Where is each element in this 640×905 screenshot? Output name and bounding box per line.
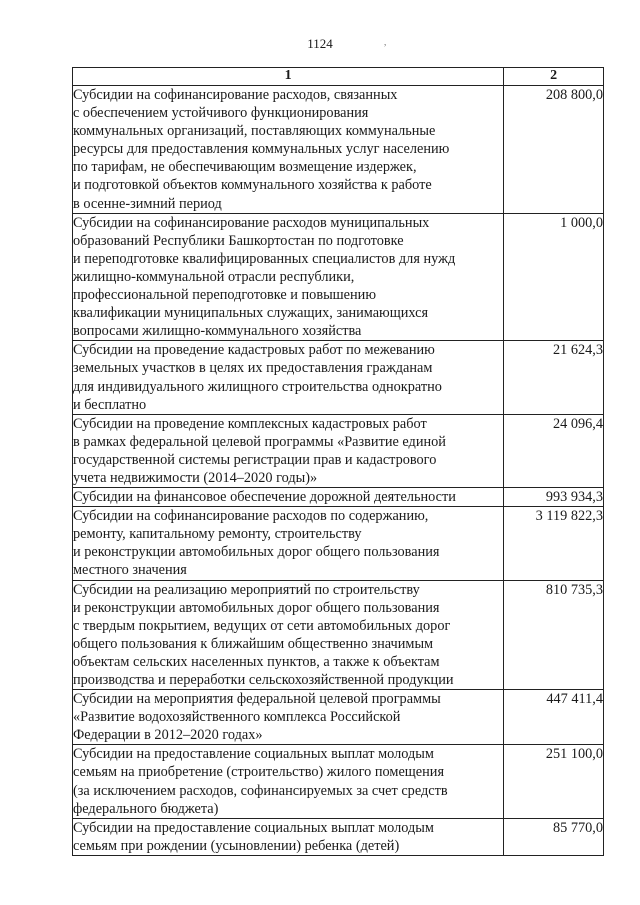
row-amount: 810 735,3 — [504, 580, 604, 690]
description-line: земельных участков в целях их предоставления гражданам — [73, 360, 433, 377]
table-row — [73, 86, 604, 214]
row-description — [73, 488, 504, 507]
description-line: жилищно-коммунальной отрасли республики, — [73, 268, 355, 285]
row-amount: 993 934,3 — [504, 488, 604, 507]
subsidies-table — [72, 67, 604, 856]
page-number: 1124 — [307, 36, 333, 51]
description-line: производства и переработки сельскохозяйственной продукции — [73, 672, 454, 688]
description-line: Субсидии на софинансирование расходов, связанных — [73, 87, 398, 103]
description-line: и бесплатно — [73, 396, 147, 413]
description-line: и переподготовке квалифицированных специалистов для нужд — [73, 250, 456, 267]
row-amount: 208 800,0 — [504, 86, 604, 214]
description-line: Субсидии на софинансирование расходов муниципальных — [73, 214, 430, 231]
table-row — [73, 745, 604, 818]
description-line: с твердым покрытием, ведущих от сети автомобильных дорог — [73, 617, 451, 634]
description-line: ремонту, капитальному ремонту, строительству — [73, 526, 362, 543]
description-line: объектам сельских населенных пунктов, а также к объектам — [73, 653, 440, 670]
description-line: в осенне-зимний период — [73, 195, 222, 212]
table-row — [73, 580, 604, 690]
description-line: в рамках федеральной целевой программы «Развитие единой — [73, 433, 446, 450]
row-amount: 251 100,0 — [504, 745, 604, 818]
row-description — [73, 818, 504, 855]
description-line: Субсидии на финансовое обеспечение дорожной деятельности — [73, 489, 456, 506]
row-amount: 24 096,4 — [504, 414, 604, 487]
description-line: учета недвижимости (2014–2020 годы)» — [73, 469, 318, 486]
description-line: (за исключением расходов, софинансируемых за счет средств — [73, 782, 448, 799]
table-row — [73, 213, 604, 341]
description-line: Субсидии на предоставление социальных выплат молодым — [73, 819, 434, 836]
row-description — [73, 341, 504, 414]
table-row — [73, 690, 604, 745]
description-line: «Развитие водохозяйственного комплекса Российской — [73, 709, 401, 726]
description-line: государственной системы регистрации прав и кадастрового — [73, 451, 437, 468]
header-row — [73, 68, 604, 86]
description-line: федерального бюджета) — [73, 800, 219, 817]
description-line: профессиональной переподготовке и повышению — [73, 287, 377, 304]
row-amount: 447 411,4 — [504, 690, 604, 745]
row-description — [73, 213, 504, 341]
row-description — [73, 690, 504, 745]
column-header-amount: 2 — [504, 68, 604, 86]
description-line: общего пользования к ближайшим общественно значимым — [73, 635, 434, 652]
column-header-description: 1 — [73, 68, 504, 86]
description-line: семьям при рождении (усыновлении) ребенка (детей) — [73, 837, 400, 854]
table-row — [73, 488, 604, 507]
row-amount: 21 624,3 — [504, 341, 604, 414]
description-line: ресурсы для предоставления коммунальных услуг населению — [73, 141, 450, 158]
row-amount: 1 000,0 — [504, 213, 604, 341]
table-row — [73, 414, 604, 487]
table-body — [73, 86, 604, 856]
description-line: Субсидии на софинансирование расходов по содержанию, — [73, 508, 429, 525]
description-line: Федерации в 2012–2020 годах» — [73, 727, 263, 744]
stray-mark: , — [384, 37, 387, 47]
row-description — [73, 507, 504, 580]
description-line: квалификации муниципальных служащих, занимающихся — [73, 305, 429, 322]
description-line: семьям на приобретение (строительство) жилого помещения — [73, 764, 445, 781]
description-line: по тарифам, не обеспечивающим возмещение издержек, — [73, 159, 417, 176]
row-description — [73, 414, 504, 487]
table-row — [73, 818, 604, 855]
description-line: Субсидии на проведение кадастровых работ по межеванию — [73, 342, 435, 359]
description-line: и реконструкции автомобильных дорог общего пользования — [73, 599, 440, 616]
description-line: Субсидии на мероприятия федеральной целевой программы — [73, 691, 441, 708]
description-line: коммунальных организаций, поставляющих коммунальные — [73, 123, 436, 140]
row-description — [73, 745, 504, 818]
row-amount: 3 119 822,3 — [504, 507, 604, 580]
table-row — [73, 507, 604, 580]
description-line: с обеспечением устойчивого функционирования — [73, 105, 369, 122]
table-row — [73, 341, 604, 414]
description-line: Субсидии на проведение комплексных кадастровых работ — [73, 415, 427, 432]
row-amount: 85 770,0 — [504, 818, 604, 855]
row-description — [73, 86, 504, 214]
description-line: Субсидии на предоставление социальных выплат молодым — [73, 746, 434, 763]
description-line: вопросами жилищно-коммунального хозяйства — [73, 323, 362, 340]
description-line: для индивидуального жилищного строительства однократно — [73, 378, 442, 395]
row-description — [73, 580, 504, 690]
description-line: и реконструкции автомобильных дорог общего пользования — [73, 544, 440, 561]
description-line: местного значения — [73, 562, 187, 579]
description-line: Субсидии на реализацию мероприятий по строительству — [73, 581, 420, 598]
description-line: образований Республики Башкортостан по подготовке — [73, 232, 404, 249]
description-line: и подготовкой объектов коммунального хозяйства к работе — [73, 177, 432, 194]
